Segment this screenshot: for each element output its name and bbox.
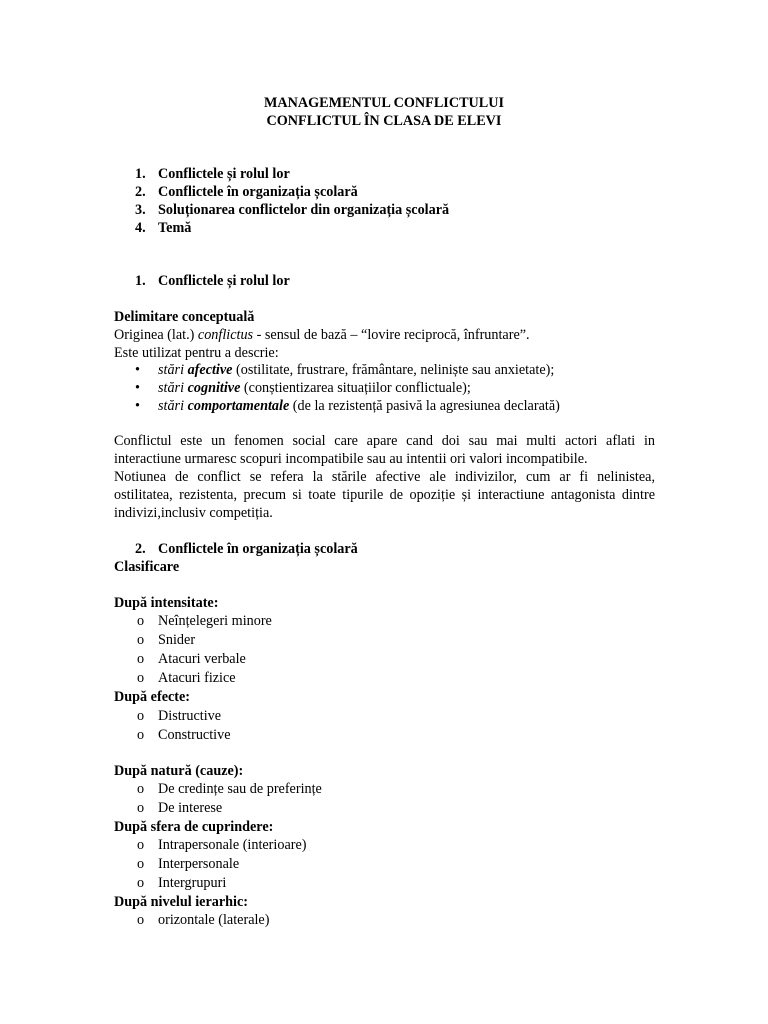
group-label: După efecte: [114, 689, 191, 705]
origin-prefix: Originea (lat.) [114, 327, 198, 343]
toc-item: Conflictele în organizația școlară [158, 184, 358, 200]
paragraph-line: indivizi,inclusiv competiția. [114, 505, 273, 521]
list-marker: o [137, 651, 145, 667]
bullet-marker: • [135, 362, 140, 378]
list-item: De interese [158, 800, 223, 816]
list-marker: o [137, 613, 145, 629]
list-marker: o [137, 837, 145, 853]
paragraph-line: Notiunea de conflict se refera la stările afective ale indivizilor, cum ar fi nelinistea, [114, 469, 655, 485]
list-item: Neînțelegeri minore [158, 613, 272, 629]
document-title: MANAGEMENTUL CONFLICTULUI [263, 95, 505, 111]
list-marker: o [137, 727, 145, 743]
list-marker: o [137, 708, 145, 724]
group-label: După sfera de cuprindere: [114, 819, 274, 835]
section-number: 2. [135, 541, 146, 557]
list-marker: o [137, 856, 145, 872]
list-item: stări afective (ostilitate, frustrare, frământare, neliniște sau anxietate); [158, 362, 555, 378]
list-item: stări cognitive (conștientizarea situațiilor conflictuale); [158, 380, 471, 396]
list-item: De credințe sau de preferințe [158, 781, 322, 797]
bullet-marker: • [135, 380, 140, 396]
section-heading: Conflictele în organizația școlară [158, 541, 358, 557]
list-item: Atacuri fizice [158, 670, 236, 686]
section-heading: Conflictele și rolul lor [158, 273, 290, 289]
paragraph-line: interactiune urmaresc scopuri incompatibile sau au intentii ori valori incompatibile. [114, 451, 588, 467]
section-subheading: Clasificare [114, 559, 180, 575]
list-item: Atacuri verbale [158, 651, 246, 667]
origin-suffix: - sensul de bază – “lovire reciprocă, înfruntare”. [253, 327, 530, 343]
list-marker: o [137, 912, 145, 928]
intro-line: Este utilizat pentru a descrie: [114, 345, 279, 361]
list-marker: o [137, 800, 145, 816]
group-label: După intensitate: [114, 595, 219, 611]
toc-number: 1. [135, 166, 146, 182]
toc-number: 3. [135, 202, 146, 218]
toc-number: 4. [135, 220, 146, 236]
origin-term: conflictus [197, 327, 254, 343]
toc-item: Soluționarea conflictelor din organizația școlară [158, 202, 450, 218]
list-item: Interpersonale [158, 856, 240, 872]
list-marker: o [137, 670, 145, 686]
group-label: După nivelul ierarhic: [114, 894, 248, 910]
list-marker: o [137, 781, 145, 797]
toc-item: Temă [158, 220, 192, 236]
group-label: După natură (cauze): [114, 763, 244, 779]
list-item: Distructive [158, 708, 222, 724]
bullet-marker: • [135, 398, 140, 414]
paragraph-line: Conflictul este un fenomen social care apare cand doi sau mai multi actori aflati in [114, 433, 655, 449]
list-marker: o [137, 632, 145, 648]
list-item: stări comportamentale (de la rezistență pasivă la agresiunea declarată) [158, 398, 560, 414]
paragraph-line: ostilitatea, rezistenta, precum si toate tipurile de opoziție și interactiune antagonista dintre [114, 487, 655, 503]
list-item: Intergrupuri [158, 875, 227, 891]
list-item: orizontale (laterale) [158, 912, 270, 928]
document-subtitle: CONFLICTUL ÎN CLASA DE ELEVI [266, 113, 502, 129]
list-marker: o [137, 875, 145, 891]
list-item: Constructive [158, 727, 231, 743]
section-subheading: Delimitare conceptuală [114, 309, 255, 325]
toc-number: 2. [135, 184, 146, 200]
origin-line [114, 326, 530, 344]
toc-item: Conflictele și rolul lor [158, 166, 290, 182]
section-number: 1. [135, 273, 146, 289]
list-item: Intrapersonale (interioare) [158, 837, 307, 853]
list-item: Snider [158, 632, 196, 648]
